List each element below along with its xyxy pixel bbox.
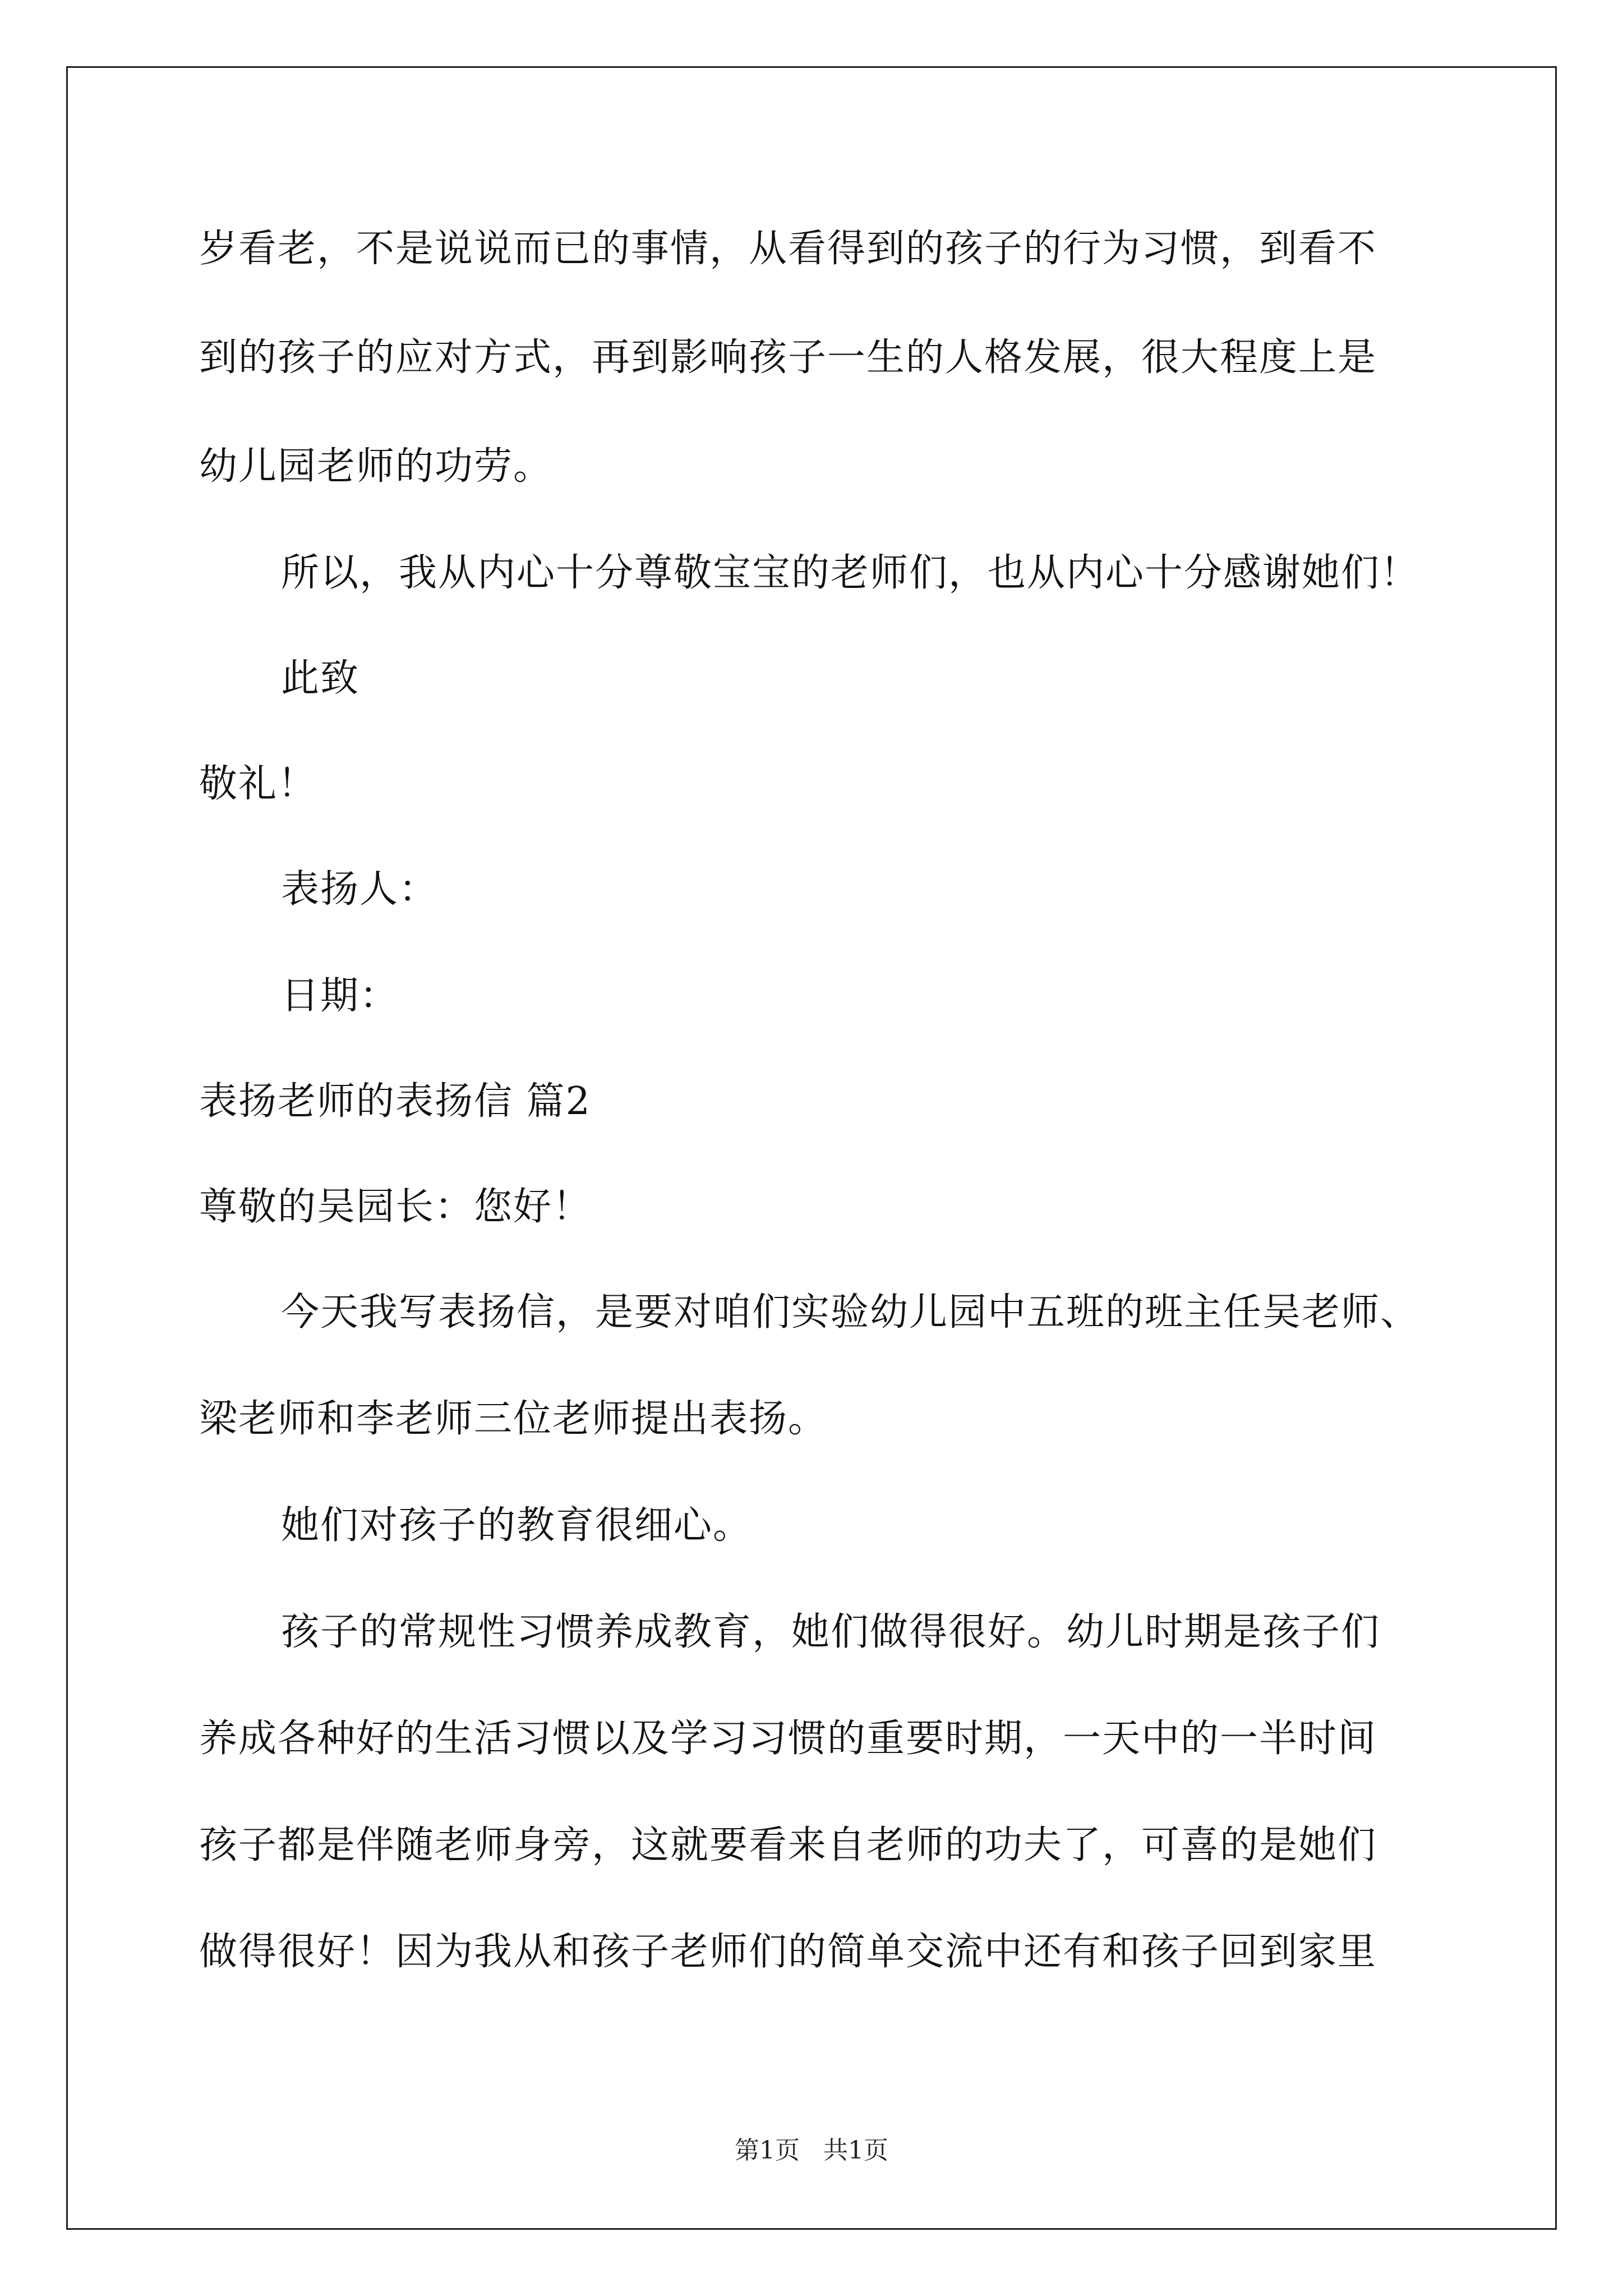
text-line: 到的孩子的应对方式，再到影响孩子一生的人格发展，很大程度上是 [199,335,1377,380]
section-heading: 表扬老师的表扬信 篇2 [199,1079,591,1124]
text-line: 幼儿园老师的功劳。 [199,444,553,489]
text-line: 表扬人： [281,867,439,912]
text-line: 孩子都是伴随老师身旁，这就要看来自老师的功夫了，可喜的是她们 [199,1823,1377,1867]
salutation: 尊敬的吴园长：您好！ [199,1185,592,1229]
page-number: 第1页 [735,2136,800,2165]
text-line: 她们对孩子的教育很细心。 [281,1503,753,1548]
text-line: 所以，我从内心十分尊敬宝宝的老师们，也从内心十分感谢她们！ [281,551,1420,595]
page-total: 共1页 [823,2136,888,2165]
text-line: 养成各种好的生活习惯以及学习习惯的重要时期，一天中的一半时间 [199,1717,1377,1761]
text-line: 岁看老，不是说说而已的事情，从看得到的孩子的行为习惯，到看不 [199,227,1377,271]
text-line: 此致 [281,656,360,701]
page-footer [0,2135,1623,2166]
text-line: 孩子的常规性习惯养成教育，她们做得很好。幼儿时期是孩子们 [281,1610,1381,1654]
text-line: 日期： [281,974,399,1018]
text-line: 梁老师和李老师三位老师提出表扬。 [199,1397,828,1441]
text-line: 敬礼！ [199,762,317,806]
text-line: 今天我写表扬信，是要对咱们实验幼儿园中五班的班主任吴老师、 [281,1290,1420,1335]
text-line: 做得很好！因为我从和孩子老师们的简单交流中还有和孩子回到家里 [199,1930,1377,1974]
page-border [66,66,1557,2230]
